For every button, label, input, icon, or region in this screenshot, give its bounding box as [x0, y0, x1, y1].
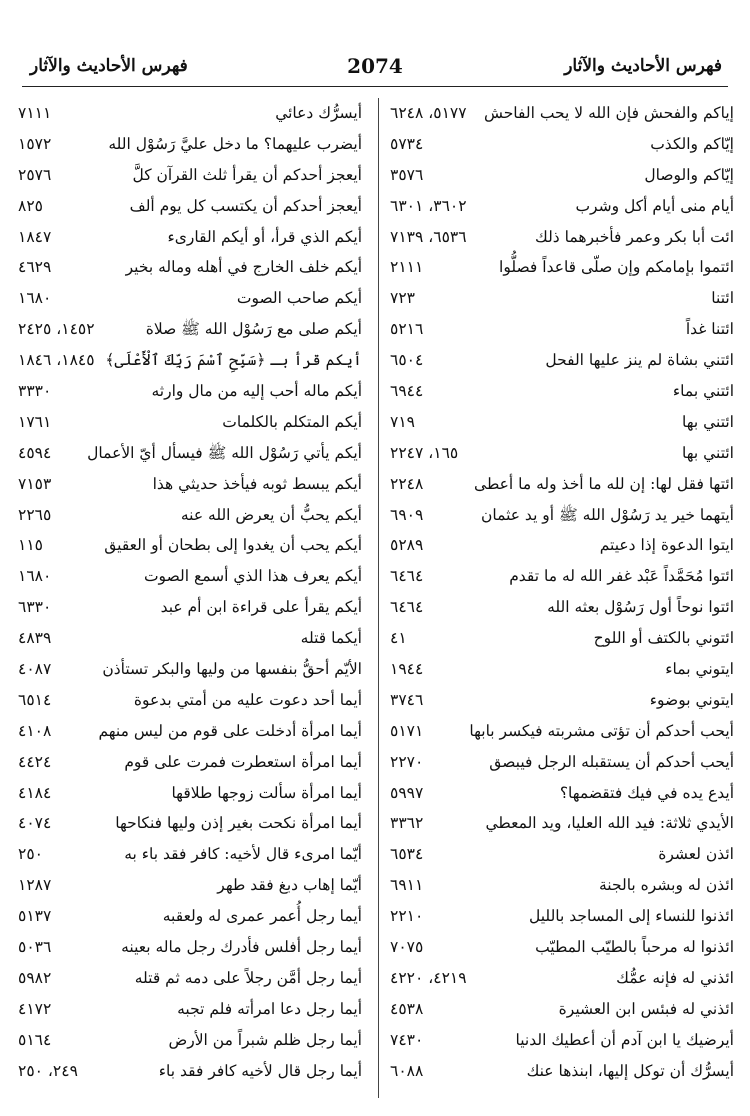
index-entry: [390, 376, 734, 407]
entry-text: ائتني بها: [681, 443, 734, 462]
entry-refs: ٢٢٧٠: [390, 752, 424, 771]
entry-refs: ١١٥: [18, 536, 43, 555]
entry-text: أيسرُّك دعائي: [275, 104, 362, 122]
index-entry: [18, 561, 362, 592]
entry-text: أيكم يأتي رَسُوْل الله ﷺ فيسأل أيّ الأعمال: [87, 443, 362, 462]
page-header: [22, 48, 728, 84]
index-entry: [18, 438, 362, 469]
header-rule: [22, 86, 728, 87]
index-entry: [18, 716, 362, 747]
index-entry: [390, 191, 734, 222]
entry-refs: ٢٢٤٨: [390, 474, 424, 493]
entry-text: ائتها فقل لها: إن لله ما أخذ وله ما أعطى: [474, 474, 734, 493]
index-entry: [390, 870, 734, 901]
entry-refs: ٤١٠٨: [18, 721, 52, 740]
entry-refs: ١٤٥٢، ٢٤٢٥: [18, 320, 95, 339]
index-entry: [18, 932, 362, 963]
entry-refs: ٤٥٣٨: [390, 999, 424, 1018]
entry-text: ائذنوا له مرحباً بالطيّب المطيّب: [535, 938, 734, 957]
entry-text: أيما امرأة نكحت بغير إذن وليها فنكاحها: [115, 814, 362, 833]
index-entry: [18, 963, 362, 994]
index-entry: [390, 963, 734, 994]
entry-refs: ٧١١١: [18, 104, 52, 122]
page-number: 2074: [347, 54, 403, 78]
entry-text: أيكم قرأ بـ ﴿سَبِّحِ ٱسْمَ رَبِّكَ ٱلْأَعْلَى﴾: [105, 351, 362, 370]
entry-text: أيكم ماله أحب إليه من مال وارثه: [151, 382, 362, 401]
index-entry: [390, 623, 734, 654]
index-entry: [18, 314, 362, 345]
entry-refs: ٤٤٢٤: [18, 752, 52, 771]
index-column-right: [390, 98, 734, 1098]
entry-text: أيسرُّك أن توكل إليها، ابنذها عنك: [526, 1061, 734, 1080]
index-entry: [390, 1025, 734, 1056]
entry-text: ائتوا نوحاً أول رَسُوْل بعثه الله: [547, 598, 734, 617]
index-entry: [390, 438, 734, 469]
index-entry: [18, 252, 362, 283]
entry-text: أيما أحد دعوت عليه من أمتي بدعوة: [133, 690, 362, 709]
entry-text: ائتوا مُحَمَّداً عَبْد غفر الله له ما تقدم: [509, 567, 734, 586]
entry-refs: ٣٧٤٦: [390, 690, 424, 709]
entry-refs: ١٦٨٠: [18, 289, 52, 308]
index-entry: [18, 1025, 362, 1056]
entry-refs: ٦٠٨٨: [390, 1061, 424, 1080]
entry-text: أيكم يحبُّ أن يعرض الله عنه: [180, 505, 362, 524]
entry-text: إياكم والفحش فإن الله لا يحب الفاحش: [483, 104, 734, 122]
index-column-left: [18, 98, 362, 1098]
entry-text: أيما رجل أفلس فأدرك رجل ماله بعينه: [121, 938, 362, 957]
entry-text: أيام منى أيام أكل وشرب: [575, 196, 734, 215]
entry-refs: ٥١٧٧، ٦٢٤٨: [390, 104, 467, 122]
entry-text: أيكم المتكلم بالكلمات: [222, 412, 362, 431]
index-entry: [390, 592, 734, 623]
running-title-left: فهرس الأحاديث والآثار: [30, 56, 188, 76]
entry-refs: ٦٤٦٤: [390, 598, 424, 617]
entry-text: ائذن لعشرة: [658, 845, 734, 864]
index-entry: [390, 716, 734, 747]
index-entry: [390, 839, 734, 870]
entry-refs: ١٥٧٢: [18, 134, 52, 153]
entry-text: أيما رجل ظلم شبراً من الأرض: [168, 1030, 362, 1049]
entry-text: أيحب أحدكم أن تؤتى مشربته فيكسر بابها: [469, 721, 734, 740]
entry-text: أيما رجل أمَّن رجلاً على دمه ثم قتله: [134, 968, 362, 987]
index-entry: [390, 345, 734, 376]
entry-text: ائتني بماء: [672, 382, 734, 401]
column-divider: [378, 98, 379, 1098]
entry-refs: ٢١١١: [390, 258, 424, 277]
entry-refs: ٥٠٣٦: [18, 938, 52, 957]
entry-refs: ٦٥١٤: [18, 690, 52, 709]
index-entry: [18, 530, 362, 561]
entry-text: أيحب أحدكم أن يستقبله الرجل فيبصق: [489, 752, 734, 771]
entry-text: ائتنا: [711, 289, 734, 308]
entry-refs: ٥٩٨٢: [18, 968, 52, 987]
entry-refs: ٥٢٨٩: [390, 536, 424, 555]
entry-text: ائذن له وبشره بالجنة: [598, 876, 734, 895]
index-entry: [18, 345, 362, 376]
entry-refs: ٤١: [390, 629, 407, 648]
index-entry: [390, 314, 734, 345]
entry-refs: ٤٨٣٩: [18, 629, 52, 648]
index-entry: [390, 407, 734, 438]
entry-refs: ١٦٥، ٢٢٤٧: [390, 443, 459, 462]
entry-text: ائت أبا بكر وعمر فأخبرهما ذلك: [535, 227, 734, 246]
entry-refs: ١٨٤٥، ١٨٤٦: [18, 351, 95, 370]
index-entry: [390, 901, 734, 932]
entry-refs: ٤١٨٤: [18, 783, 52, 802]
entry-text: ائتني بها: [681, 412, 734, 431]
entry-refs: ١٧٦١: [18, 412, 52, 431]
entry-text: ايتوا الدعوة إذا دعيتم: [599, 536, 734, 555]
index-entry: [18, 191, 362, 222]
index-entry: [18, 808, 362, 839]
entry-refs: ٧٢٣: [390, 289, 415, 308]
index-entry: [390, 1056, 734, 1087]
entry-text: ائذني له فإنه عمُّك: [616, 968, 734, 987]
entry-refs: ٦٥٠٤: [390, 351, 424, 370]
index-entry: [18, 222, 362, 253]
entry-text: أيكم يعرف هذا الذي أسمع الصوت: [143, 567, 362, 586]
index-entry: [18, 592, 362, 623]
entry-text: أيما رجل دعا امرأته فلم تجبه: [177, 999, 362, 1018]
entry-text: أيكم صلى مع رَسُوْل الله ﷺ صلاة: [145, 320, 362, 339]
entry-refs: ٥١٦٤: [18, 1030, 52, 1049]
index-entry: [390, 129, 734, 160]
index-entry: [390, 808, 734, 839]
entry-text: ائتوني بالكتف أو اللوح: [593, 629, 734, 648]
index-entry: [18, 654, 362, 685]
entry-text: أيّما إهاب دبغ فقد طهر: [217, 876, 362, 895]
index-entry: [18, 160, 362, 191]
entry-text: أيكم الذي قرأ، أو أيكم القارىء: [167, 227, 362, 246]
index-entry: [390, 222, 734, 253]
entry-refs: ٤٢١٩، ٤٢٢٠: [390, 968, 467, 987]
entry-refs: ٥١٧١: [390, 721, 424, 740]
index-entry: [390, 654, 734, 685]
entry-text: أيكم يبسط ثوبه فيأخذ حديثي هذا: [152, 474, 362, 493]
entry-text: الأيّم أحقُّ بنفسها من وليها والبكر تستأذن: [102, 660, 362, 679]
entry-refs: ٧١٩: [390, 412, 415, 431]
entry-refs: ١٨٤٧: [18, 227, 52, 246]
entry-refs: ٦٥٣٤: [390, 845, 424, 864]
index-entry: [18, 98, 362, 129]
entry-text: أيما رجل أُعمر عمرى له ولعقبه: [162, 907, 362, 926]
entry-refs: ٥٢١٦: [390, 320, 424, 339]
index-entry: [390, 932, 734, 963]
entry-refs: ٤١٧٢: [18, 999, 52, 1018]
entry-text: أيكم يحب أن يغدوا إلى بطحان أو العقيق: [104, 536, 362, 555]
index-entry: [18, 901, 362, 932]
entry-text: أيما امرأة استعطرت فمرت على قوم: [124, 752, 362, 771]
entry-text: أيتهما خير يد رَسُوْل الله ﷺ أو يد عثمان: [481, 505, 734, 524]
index-entry: [390, 994, 734, 1025]
index-entry: [18, 469, 362, 500]
entry-refs: ٥٩٩٧: [390, 783, 424, 802]
entry-refs: ٥٧٣٤: [390, 134, 424, 153]
index-entry: [390, 252, 734, 283]
entry-refs: ٧١٥٣: [18, 474, 52, 493]
entry-text: ايتوني بماء: [665, 660, 734, 679]
entry-refs: ٢٥٧٦: [18, 165, 52, 184]
entry-refs: ٦٩٠٩: [390, 505, 424, 524]
index-entry: [18, 623, 362, 654]
index-entry: [390, 778, 734, 809]
entry-text: أيكم صاحب الصوت: [236, 289, 362, 308]
entry-refs: ٤٥٩٤: [18, 443, 52, 462]
entry-text: أيما امرأة سألت زوجها طلاقها: [171, 783, 362, 802]
index-entry: [390, 283, 734, 314]
entry-text: أيضرب عليهما؟ ما دخل عليَّ رَسُوْل الله: [108, 134, 362, 153]
index-entry: [18, 747, 362, 778]
index-entry: [390, 530, 734, 561]
entry-refs: ١٦٨٠: [18, 567, 52, 586]
entry-refs: ١٩٤٤: [390, 660, 424, 679]
index-entry: [18, 778, 362, 809]
index-entry: [390, 747, 734, 778]
entry-refs: ١٢٨٧: [18, 876, 52, 895]
index-entry: [390, 561, 734, 592]
index-entry: [18, 283, 362, 314]
entry-text: ائتموا بإمامكم وإن صلّى قاعداً فصلُّوا: [499, 258, 734, 277]
index-entry: [18, 407, 362, 438]
entry-refs: ٢٢١٠: [390, 907, 424, 926]
entry-text: أيعجز أحدكم أن يقرأ ثلث القرآن كلَّ: [132, 165, 362, 184]
entry-refs: ٢٢٦٥: [18, 505, 52, 524]
entry-text: أيكم يقرأ على قراءة ابن أم عبد: [160, 598, 362, 617]
entry-refs: ٦٩١١: [390, 876, 424, 895]
index-entry: [18, 994, 362, 1025]
index-entry: [18, 376, 362, 407]
entry-refs: ٤٠٧٤: [18, 814, 52, 833]
entry-refs: ٣٣٣٠: [18, 382, 52, 401]
entry-refs: ٣٣٦٢: [390, 814, 424, 833]
entry-refs: ٤٦٢٩: [18, 258, 52, 277]
entry-text: أيما امرأة أدخلت على قوم من ليس منهم: [98, 721, 362, 740]
index-entry: [390, 500, 734, 531]
entry-text: أيعجز أحدكم أن يكتسب كل يوم ألف: [129, 196, 362, 215]
entry-refs: ٧٠٧٥: [390, 938, 424, 957]
running-title-right: فهرس الأحاديث والآثار: [564, 56, 722, 76]
index-entry: [18, 685, 362, 716]
entry-text: ائذنوا للنساء إلى المساجد بالليل: [529, 907, 734, 926]
entry-refs: ٨٢٥: [18, 196, 43, 215]
entry-text: ائتنا غداً: [685, 320, 734, 339]
entry-text: أيكم خلف الخارج في أهله وماله بخير: [125, 258, 362, 277]
entry-refs: ٣٥٧٦: [390, 165, 424, 184]
entry-text: أيما رجل قال لأخيه كافر فقد باء: [158, 1061, 362, 1080]
index-entry: [18, 500, 362, 531]
index-entry: [390, 160, 734, 191]
index-entry: [18, 870, 362, 901]
entry-text: أيرضيك يا ابن آدم أن أعطيك الدنيا: [515, 1030, 734, 1049]
entry-text: أيدع يده في فيك فتقضمها؟: [559, 783, 734, 802]
entry-refs: ٢٤٩، ٢٥٠: [18, 1061, 78, 1080]
entry-text: إيّاكم والوصال: [644, 165, 734, 184]
entry-text: ائذني له فبئس ابن العشيرة: [558, 999, 734, 1018]
entry-refs: ٥١٣٧: [18, 907, 52, 926]
entry-text: ايتوني بوضوء: [649, 690, 734, 709]
index-entry: [18, 839, 362, 870]
entry-text: ائتني بشاة لم ينز عليها الفحل: [545, 351, 734, 370]
index-entry: [390, 98, 734, 129]
index-entry: [18, 1056, 362, 1087]
entry-refs: ٦٣٣٠: [18, 598, 52, 617]
entry-refs: ٦٥٣٦، ٧١٣٩: [390, 227, 467, 246]
index-entry: [390, 469, 734, 500]
entry-refs: ٣٦٠٢، ٦٣٠١: [390, 196, 467, 215]
index-entry: [18, 129, 362, 160]
entry-text: الأيدي ثلاثة: فيد الله العليا، ويد المعطي: [485, 814, 734, 833]
entry-text: أيكما قتله: [300, 629, 362, 648]
entry-refs: ٤٠٨٧: [18, 660, 52, 679]
index-entry: [390, 685, 734, 716]
entry-refs: ٦٤٦٤: [390, 567, 424, 586]
entry-refs: ٢٥٠: [18, 845, 43, 864]
entry-text: إيّاكم والكذب: [650, 134, 734, 153]
entry-refs: ٧٤٣٠: [390, 1030, 424, 1049]
entry-text: أيّما امرىء قال لأخيه: كافر فقد باء به: [124, 845, 362, 864]
entry-refs: ٦٩٤٤: [390, 382, 424, 401]
